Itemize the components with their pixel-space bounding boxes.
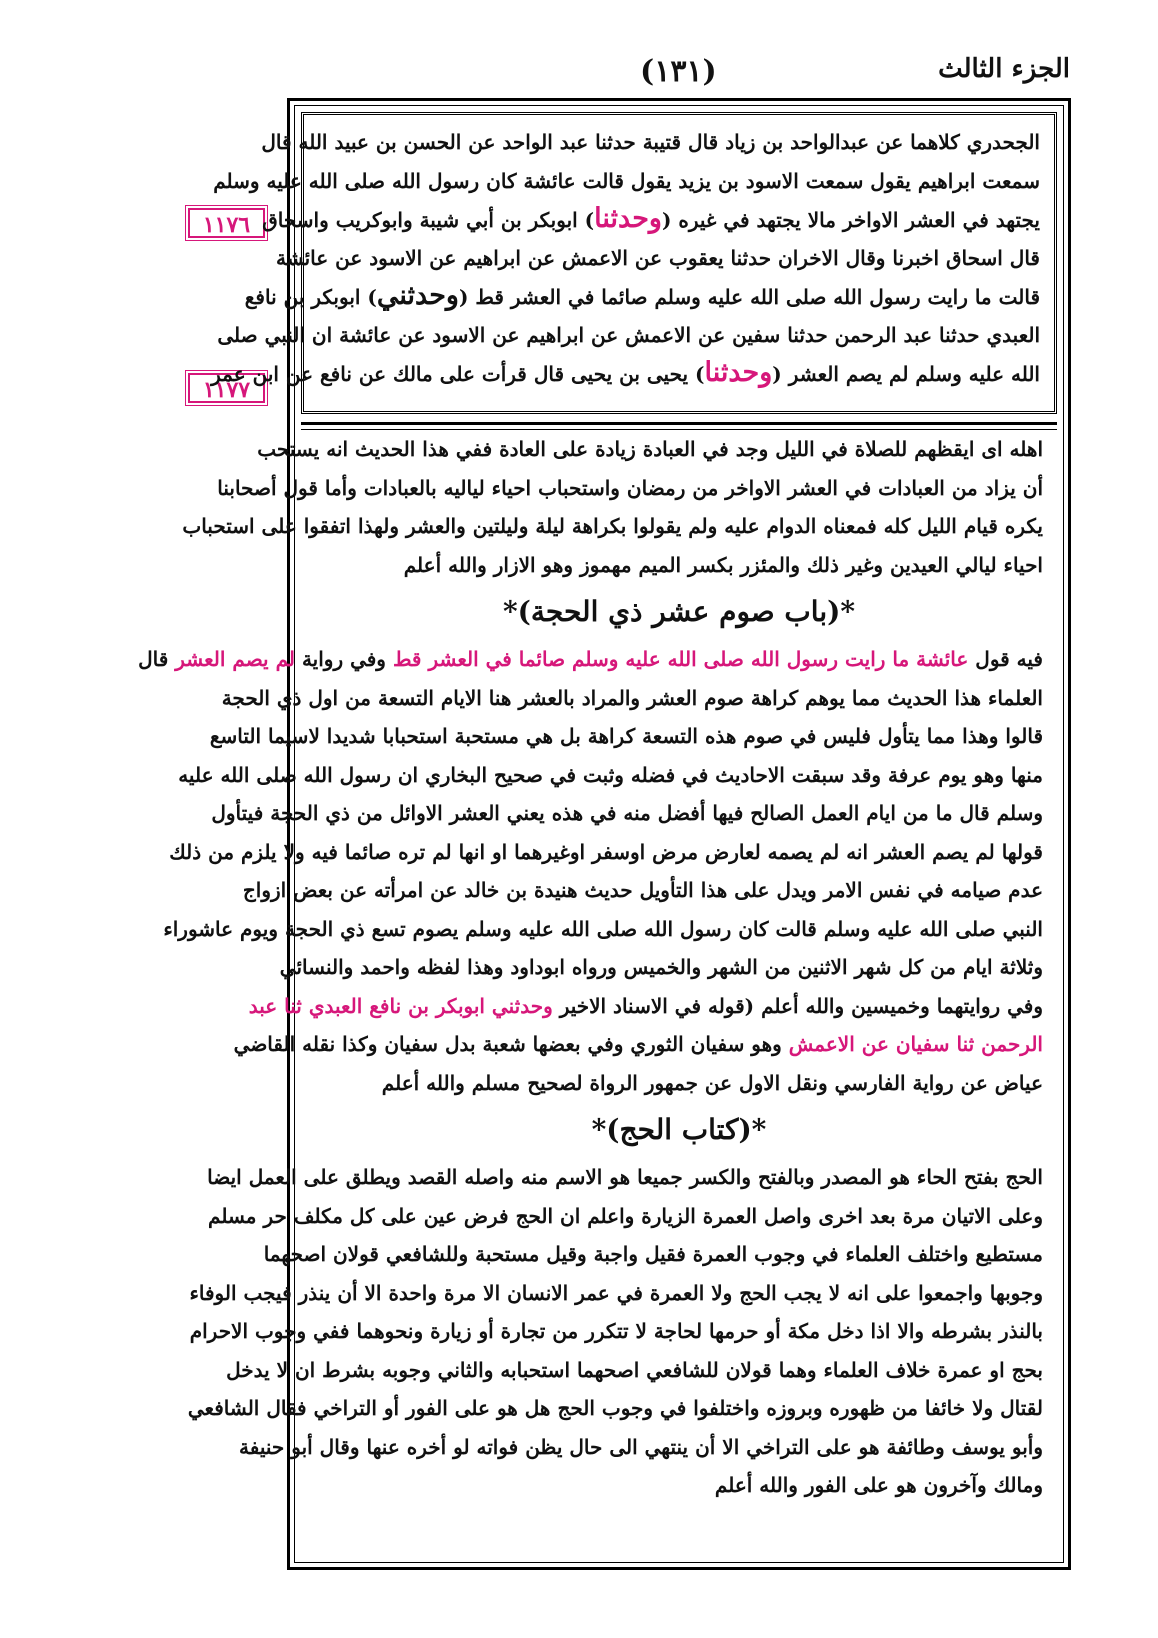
- sharh-paragraph-3: [187, 1158, 1057, 1505]
- text-run: قالوا وهذا مما يتأول فليس في صوم هذه التسعة كراهة بل هي مستحبة استحبابا شديدا لاسيما التاسع: [209, 724, 1043, 748]
- text-run: يجتهد في العشر الاواخر مالا يجتهد في غيره (: [661, 208, 1040, 232]
- part-title: الجزء الثالث: [938, 54, 1070, 84]
- text-run: النبي صلى الله عليه وسلم قالت كان رسول الله صلى الله عليه وسلم يصوم تسع ذي الحجة ويوم عاشوراء: [163, 916, 1043, 941]
- page-header: [290, 48, 1070, 94]
- hadith-number-badge: ١١٧٧: [188, 373, 265, 403]
- text-run: عدم صيامه في نفس الامر ويدل على هذا التأويل حديث هنيدة بن خالد عن امرأته عن بعض ازواج: [242, 878, 1043, 902]
- sharh-area: [138, 430, 1057, 1505]
- text-line: [187, 1389, 1043, 1428]
- text-run: الله عليه وسلم لم يصم العشر (: [772, 362, 1040, 386]
- text-line: [315, 546, 1043, 585]
- text-run: وجوبها واجمعوا على انه لا يجب الحج ولا العمرة في عمر الانسان الا مرة واحدة الا أن ينذر فيجب الوفاء: [189, 1280, 1043, 1305]
- text-line: [182, 507, 1043, 546]
- text-line: [209, 717, 1043, 756]
- text-line: [163, 910, 1043, 949]
- text-run: اهله اى ايقظهم للصلاة في الليل وجد في العبادة زيادة على العادة ففي هذا الحديث انه يستحب: [257, 437, 1043, 461]
- text-run: ) يحيى بن يحيى قال قرأت على مالك عن نافع عن ابن عمر: [211, 362, 705, 386]
- text-line: [169, 833, 1043, 872]
- text-run: وسلم قال ما من ايام العمل الصالح فيها أفضل منه في هذه يعني العشر الاوائل من ذي الحجة فيتأول: [211, 801, 1043, 825]
- text-line: [208, 1197, 1043, 1236]
- text-run: مستطيع واختلف العلماء في وجوب العمرة فقيل واجبة وقيل مستحبة وللشافعي قولان اصحهما: [263, 1242, 1043, 1266]
- text-line: [189, 1312, 1043, 1351]
- text-line: [189, 1274, 1043, 1313]
- text-run: فيه قول: [968, 647, 1043, 671]
- text-run: أن يزاد من العبادات في العشر الاواخر من رمضان واستحباب احياء لياليه بالعبادات وأما قول أصحابنا: [217, 475, 1043, 500]
- text-line: [315, 1466, 1043, 1505]
- text-line: [178, 756, 1043, 795]
- narration-marker: وحدثنا: [594, 203, 662, 234]
- text-run: منها وهو يوم عرفة وقد سبقت الاحاديث في فضله وثبت في صحيح البخاري ان رسول الله صلى الله عليه: [178, 762, 1043, 787]
- text-run: الجحدري كلاهما عن عبدالواحد بن زياد قال قتيبة حدثنا عبد الواحد عن الحسن بن عبيد الله قال: [261, 130, 1040, 154]
- text-run: وفي رواية: [294, 647, 393, 671]
- text-line: [242, 871, 1043, 910]
- sharh-paragraph-2: [138, 640, 1057, 1102]
- text-line: [221, 679, 1043, 718]
- text-line: [263, 1235, 1043, 1274]
- text-run: عياض عن رواية الفارسي ونقل الاول عن جمهور الرواة لصحيح مسلم والله أعلم: [381, 1070, 1043, 1095]
- text-line: [257, 430, 1043, 469]
- text-run: لقتال ولا خائفا من ظهوره وبروزه واختلفوا في وجوب الحج هل هو على الفور أو التراخي فقال الشافعي: [187, 1396, 1043, 1420]
- text-line: [279, 948, 1043, 987]
- text-line: [276, 239, 1040, 278]
- text-run: العلماء هذا الحديث مما يوهم كراهة صوم العشر والمراد بالعشر هنا الايام التسعة من اول ذي الحجة: [221, 685, 1043, 710]
- text-line: [207, 1158, 1043, 1197]
- text-line: [217, 469, 1043, 508]
- text-line: [138, 640, 1043, 679]
- page-number: (١٣١): [640, 54, 717, 89]
- text-run: قالت ما رايت رسول الله صلى الله عليه وسلم صائما في العشر قط (: [458, 285, 1040, 309]
- text-run: احياء ليالي العيدين وغير ذلك والمئزر بكسر الميم مهموز وهو الازار والله أعلم: [403, 552, 1043, 577]
- text-run: وأبو يوسف وطائفة هو على التراخي الا أن ينتهي الى حال يظن فواته لو أخره عنها وقال أبو حنيفة: [239, 1434, 1043, 1459]
- text-run: ) ابوبكر بن أبي شيبة وابوكريب واسحاق: [262, 208, 595, 232]
- text-run: قال اسحاق اخبرنا وقال الاخران حدثنا يعقوب عن الاعمش عن ابراهيم عن الاسود عن عائشة: [276, 245, 1040, 270]
- text-line: [233, 1025, 1043, 1064]
- text-line: [315, 1064, 1043, 1103]
- section-separator: [301, 422, 1057, 430]
- text-run: بحج او عمرة خلاف العلماء وهما قولان للشافعي اصحهما استحبابه والثاني وجوبه بشرط ان لا يدخل: [226, 1357, 1043, 1382]
- text-run: بالنذر بشرطه والا اذا دخل مكة أو حرمها لحاجة لا تتكرر من تجارة أو زيارة ونحوهما ففي وجوب الاحرام: [189, 1319, 1043, 1343]
- text-run: وثلاثة ايام من كل شهر الاثنين من الشهر والخميس ورواه ابوداود وهذا لفظه واحمد والنسائي: [279, 955, 1043, 979]
- text-line: [262, 200, 1040, 239]
- text-run: ومالك وآخرون هو على الفور والله أعلم: [714, 1473, 1043, 1497]
- text-line: [261, 123, 1040, 162]
- text-line: [226, 1351, 1043, 1390]
- narration-marker: وحدثني: [376, 280, 459, 311]
- text-line: [248, 987, 1043, 1026]
- sharh-paragraph-1: [182, 430, 1057, 584]
- text-run: يكره قيام الليل كله فمعناه الدوام عليه ولم يقولوا بكراهة ليلة وليلتين والعشر ولهذا اتفقوا على استحباب: [182, 514, 1043, 538]
- hadith-number-badge: ١١٧٦: [188, 208, 265, 238]
- highlighted-quote: عائشة ما رايت رسول الله صلى الله عليه وسلم صائما في العشر قط: [392, 647, 969, 671]
- text-run: ) ابوبكر بن نافع: [244, 285, 377, 309]
- text-line: [211, 794, 1043, 833]
- highlighted-quote: الرحمن ثنا سفيان عن الاعمش: [788, 1032, 1043, 1056]
- chapter-title: *(باب صوم عشر ذي الحجة)*: [502, 595, 856, 628]
- book-title: *(كتاب الحج)*: [591, 1113, 767, 1146]
- text-run: الحج بفتح الحاء هو المصدر وبالفتح والكسر جميعا هو الاسم منه واصله القصد ويطلق على العمل ايضا: [207, 1165, 1043, 1189]
- text-run: قولها لم يصم العشر انه لم يصمه لعارض مرض اوسفر اوغيرهما او انها لم تره صائما فيه ولا يلزم من ذلك: [169, 839, 1043, 864]
- text-run: وهو سفيان الثوري وفي بعضها شعبة بدل سفيان وكذا نقله القاضي: [233, 1032, 789, 1056]
- text-run: وعلى الاتيان مرة بعد اخرى واصل العمرة الزيارة واعلم ان الحج فرض عين على كل مكلف حر مسلم: [208, 1203, 1043, 1228]
- highlighted-quote: لم يصم العشر: [175, 647, 295, 671]
- text-run: سمعت ابراهيم يقول سمعت الاسود بن يزيد يقول قالت عائشة كان رسول الله صلى الله عليه وسلم: [213, 168, 1040, 193]
- text-run: قال: [138, 647, 176, 671]
- text-line: [213, 162, 1040, 201]
- text-line: [217, 316, 1040, 355]
- narration-marker: وحدثنا: [704, 357, 773, 388]
- text-line: [244, 277, 1040, 316]
- text-run: العبدي حدثنا عبد الرحمن حدثنا سفين عن الاعمش عن ابراهيم عن الاسود عن عائشة ان النبي صلى: [217, 322, 1040, 347]
- text-run: وفي روايتهما وخميسين والله أعلم (قوله في الاسناد الاخير: [552, 993, 1043, 1018]
- highlighted-quote: وحدثني ابوبكر بن نافع العبدي ثنا عبد: [248, 993, 553, 1018]
- text-line: [239, 1428, 1043, 1467]
